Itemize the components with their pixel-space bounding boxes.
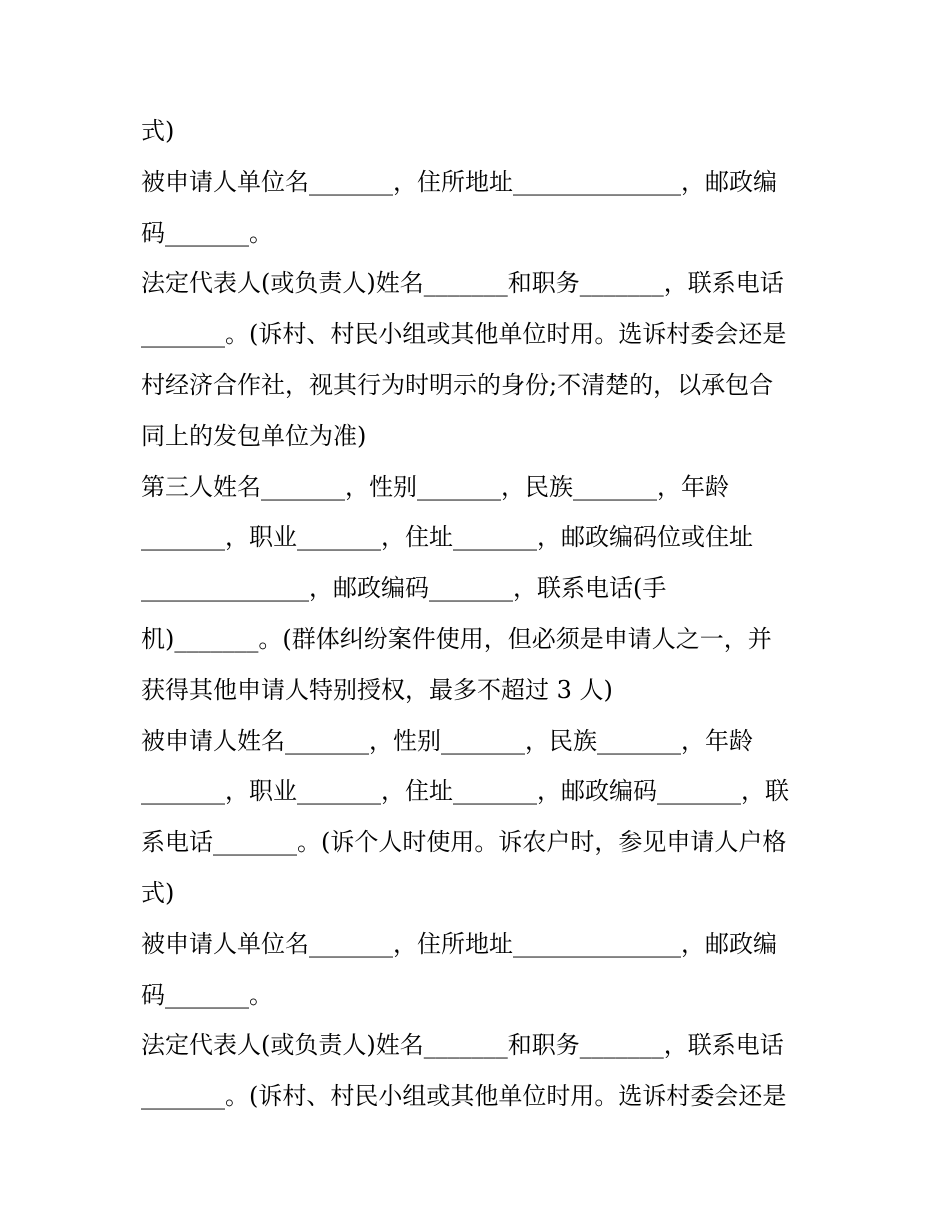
text-line: 法定代表人(或负责人)姓名_______和职务_______，联系电话 <box>141 1031 784 1060</box>
text-line: 被申请人单位名_______，住所地址______________，邮政编 <box>141 167 777 196</box>
text-line: _______，职业_______，住址_______，邮政编码位或住址 <box>141 523 753 552</box>
text-line: _______。(诉村、村民小组或其他单位时用。选诉村委会还是 <box>141 320 787 349</box>
text-line: 码_______。 <box>141 980 273 1009</box>
text-line: _______。(诉村、村民小组或其他单位时用。选诉村委会还是 <box>141 1082 787 1111</box>
text-line: 式) <box>141 117 175 145</box>
text-line: 同上的发包单位为准) <box>141 421 367 450</box>
document-body <box>141 106 821 1122</box>
text-line: ______________，邮政编码_______，联系电话(手 <box>141 574 667 603</box>
text-line: 第三人姓名_______，性别_______，民族_______，年龄 <box>141 472 729 501</box>
text-line: 被申请人单位名_______，住所地址______________，邮政编 <box>141 929 777 958</box>
text-line: 式) <box>141 878 175 907</box>
text-line: 机)_______。(群体纠纷案件使用，但必须是申请人之一，并 <box>141 624 772 653</box>
text-line: 村经济合作社，视其行为时明示的身份;不清楚的，以承包合 <box>141 370 774 399</box>
text-line: 被申请人姓名_______，性别_______，民族_______，年龄 <box>141 726 753 755</box>
text-line: 系电话_______。(诉个人时使用。诉农户时，参见申请人户格 <box>141 828 787 857</box>
text-line: _______，职业_______，住址_______，邮政编码_______，联 <box>141 777 789 806</box>
text-line: 获得其他申请人特别授权，最多不超过 3 人) <box>141 675 613 704</box>
text-line: 码_______。 <box>141 218 273 247</box>
text-line: 法定代表人(或负责人)姓名_______和职务_______，联系电话 <box>141 269 784 298</box>
